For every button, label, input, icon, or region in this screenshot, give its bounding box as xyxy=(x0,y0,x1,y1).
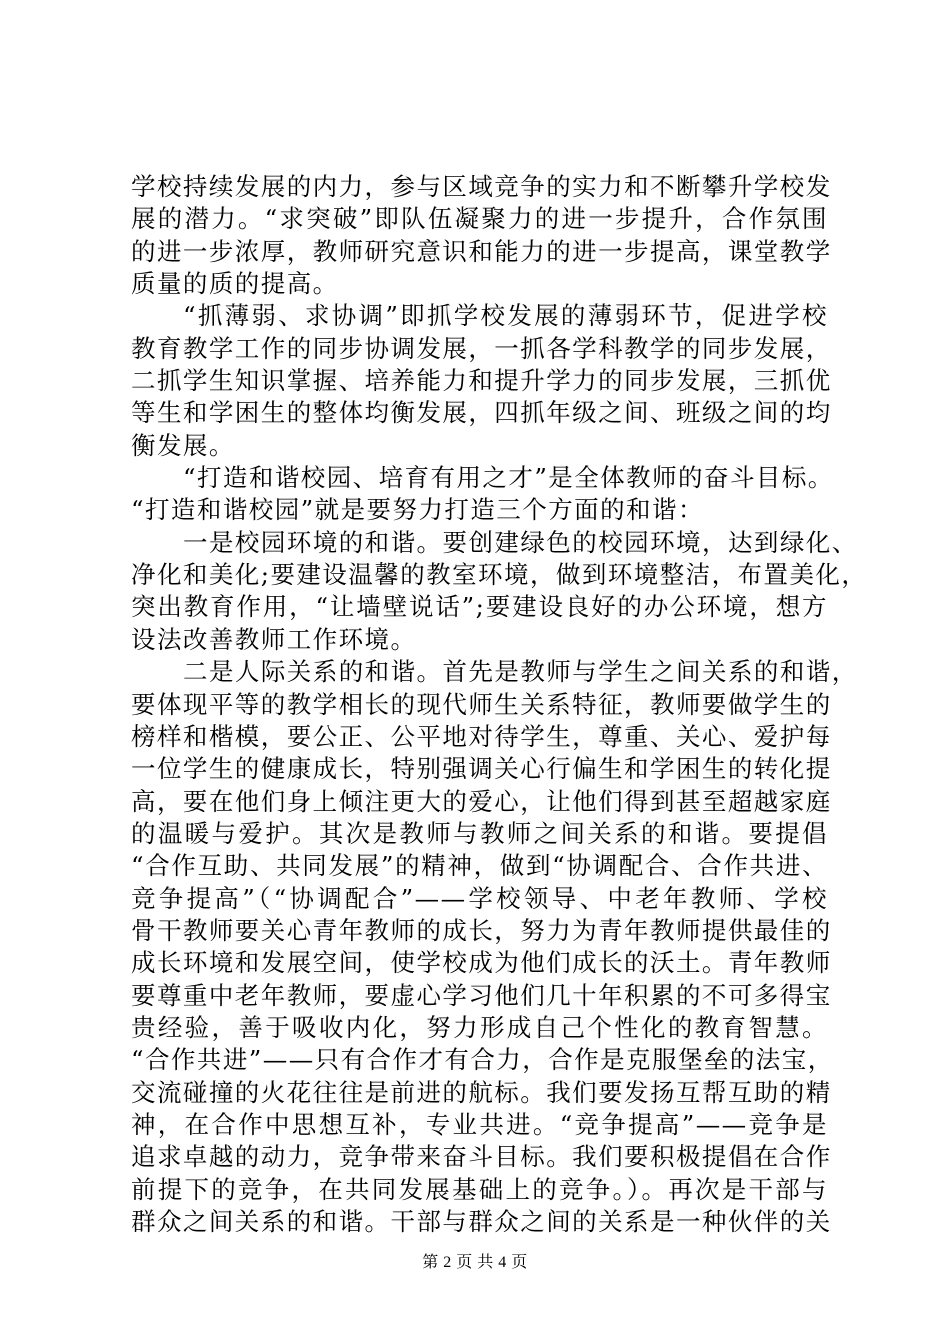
text-line: 一位学生的健康成长，特别强调关心行偏生和学困生的转化提 xyxy=(131,754,832,784)
text-line: 的温暖与爱护。其次是教师与教师之间关系的和谐。要提倡 xyxy=(131,818,828,848)
text-line: 高，要在他们身上倾注更大的爱心，让他们得到甚至超越家庭 xyxy=(131,786,832,816)
text-line: 群众之间关系的和谐。干部与群众之间的关系是一种伙伴的关 xyxy=(131,1207,832,1236)
text-line: 成长环境和发展空间，使学校成为他们成长的沃土。青年教师 xyxy=(131,948,832,978)
text-line: “合作共进”——只有合作才有合力，合作是克服堡垒的法宝， xyxy=(131,1045,834,1075)
text-line: 要体现平等的教学相长的现代师生关系特征，教师要做学生的 xyxy=(131,689,832,719)
text-line: 衡发展。 xyxy=(131,430,235,460)
text-line: “打造和谐校园”就是要努力打造三个方面的和谐： xyxy=(131,495,704,525)
text-line: 交流碰撞的火花往往是前进的航标。我们要发扬互帮互助的精 xyxy=(131,1077,832,1107)
text-line: 一是校园环境的和谐。要创建绿色的校园环境，达到绿化、 xyxy=(183,527,858,557)
text-line: “打造和谐校园、培育有用之才”是全体教师的奋斗目标。 xyxy=(183,463,834,493)
page-footer: 第 2 页 共 4 页 xyxy=(422,1254,528,1271)
body-text xyxy=(131,171,868,1238)
text-line: 等生和学困生的整体均衡发展，四抓年级之间、班级之间的均 xyxy=(131,398,832,428)
text-line: 骨干教师要关心青年教师的成长，努力为青年教师提供最佳的 xyxy=(131,915,832,945)
text-line: 的进一步浓厚，教师研究意识和能力的进一步提高，课堂教学 xyxy=(131,236,832,266)
text-line: 二是人际关系的和谐。首先是教师与学生之间关系的和谐， xyxy=(183,657,858,687)
text-line: 前提下的竞争，在共同发展基础上的竞争。）。再次是干部与 xyxy=(131,1174,828,1204)
text-line: 追求卓越的动力，竞争带来奋斗目标。我们要积极提倡在合作 xyxy=(131,1142,832,1172)
text-line: 教育教学工作的同步协调发展，一抓各学科教学的同步发展， xyxy=(131,333,832,363)
text-line: 展的潜力。“求突破”即队伍凝聚力的进一步提升，合作氛围 xyxy=(131,204,828,234)
text-line: 竞争提高”（“协调配合”——学校领导、中老年教师、学校 xyxy=(131,883,828,913)
text-line: 突出教育作用，“让墙壁说话”;要建设良好的办公环境，想方 xyxy=(131,592,828,622)
text-line: “抓薄弱、求协调”即抓学校发展的薄弱环节，促进学校 xyxy=(183,301,828,331)
text-line: “合作互助、共同发展”的精神，做到“协调配合、合作共进、 xyxy=(131,851,828,881)
text-line: 质量的质的提高。 xyxy=(131,269,339,299)
text-line: 贵经验，善于吸收内化，努力形成自己个性化的教育智慧。 xyxy=(131,1012,828,1042)
text-line: 榜样和楷模，要公正、公平地对待学生，尊重、关心、爱护每 xyxy=(131,721,832,751)
text-line: 神，在合作中思想互补，专业共进。“竞争提高”——竞争是 xyxy=(131,1109,828,1139)
text-line: 学校持续发展的内力，参与区域竞争的实力和不断攀升学校发 xyxy=(131,172,832,201)
text-line: 要尊重中老年教师，要虚心学习他们几十年积累的不可多得宝 xyxy=(131,980,832,1010)
text-line: 二抓学生知识掌握、培养能力和提升学力的同步发展，三抓优 xyxy=(131,366,832,396)
text-line: 净化和美化;要建设温馨的教室环境，做到环境整洁，布置美化， xyxy=(131,560,868,590)
text-line: 设法改善教师工作环境。 xyxy=(131,624,417,654)
